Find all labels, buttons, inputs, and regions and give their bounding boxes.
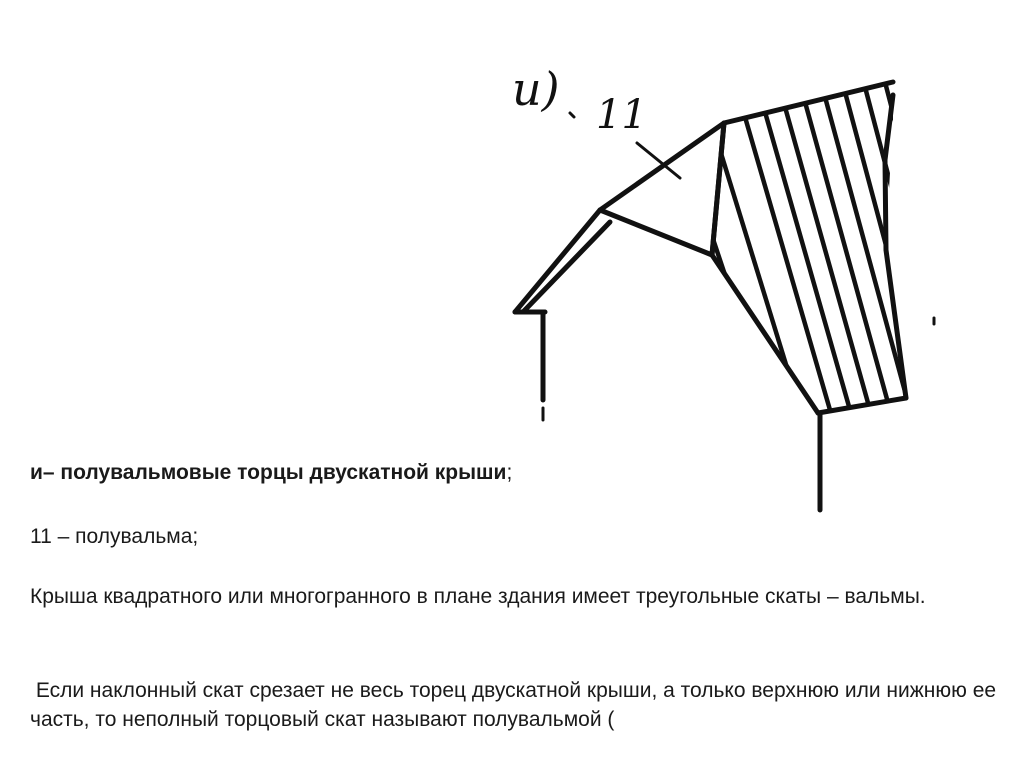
figure-panel-label: и) xyxy=(512,62,560,116)
roof-slope-hatching xyxy=(700,82,970,410)
gable-outer-edge xyxy=(515,210,600,312)
eave-line xyxy=(818,398,906,413)
roof-outline xyxy=(515,82,934,510)
figure-caption xyxy=(30,458,1000,487)
callout-number-label: 11 xyxy=(596,92,647,138)
half-hip-triangle xyxy=(600,123,724,255)
legend-item: 11 – полувальма; xyxy=(30,525,199,548)
gable-inner-edge xyxy=(523,222,610,312)
paragraph-hip-definition: Крыша квадратного или многогранного в плане здания имеет треугольные скаты – вальмы. xyxy=(30,585,926,608)
caption-term: и– полувальмовые торцы двускатной крыши xyxy=(30,461,507,484)
caption-semicolon: ; xyxy=(506,461,513,484)
paragraph-half-hip-definition: Если наклонный скат срезает не весь торец двускатной крыши, а только верхнюю или нижнюю ее часть, то неполный торцовый скат называют полувальмой ( xyxy=(30,679,1002,731)
